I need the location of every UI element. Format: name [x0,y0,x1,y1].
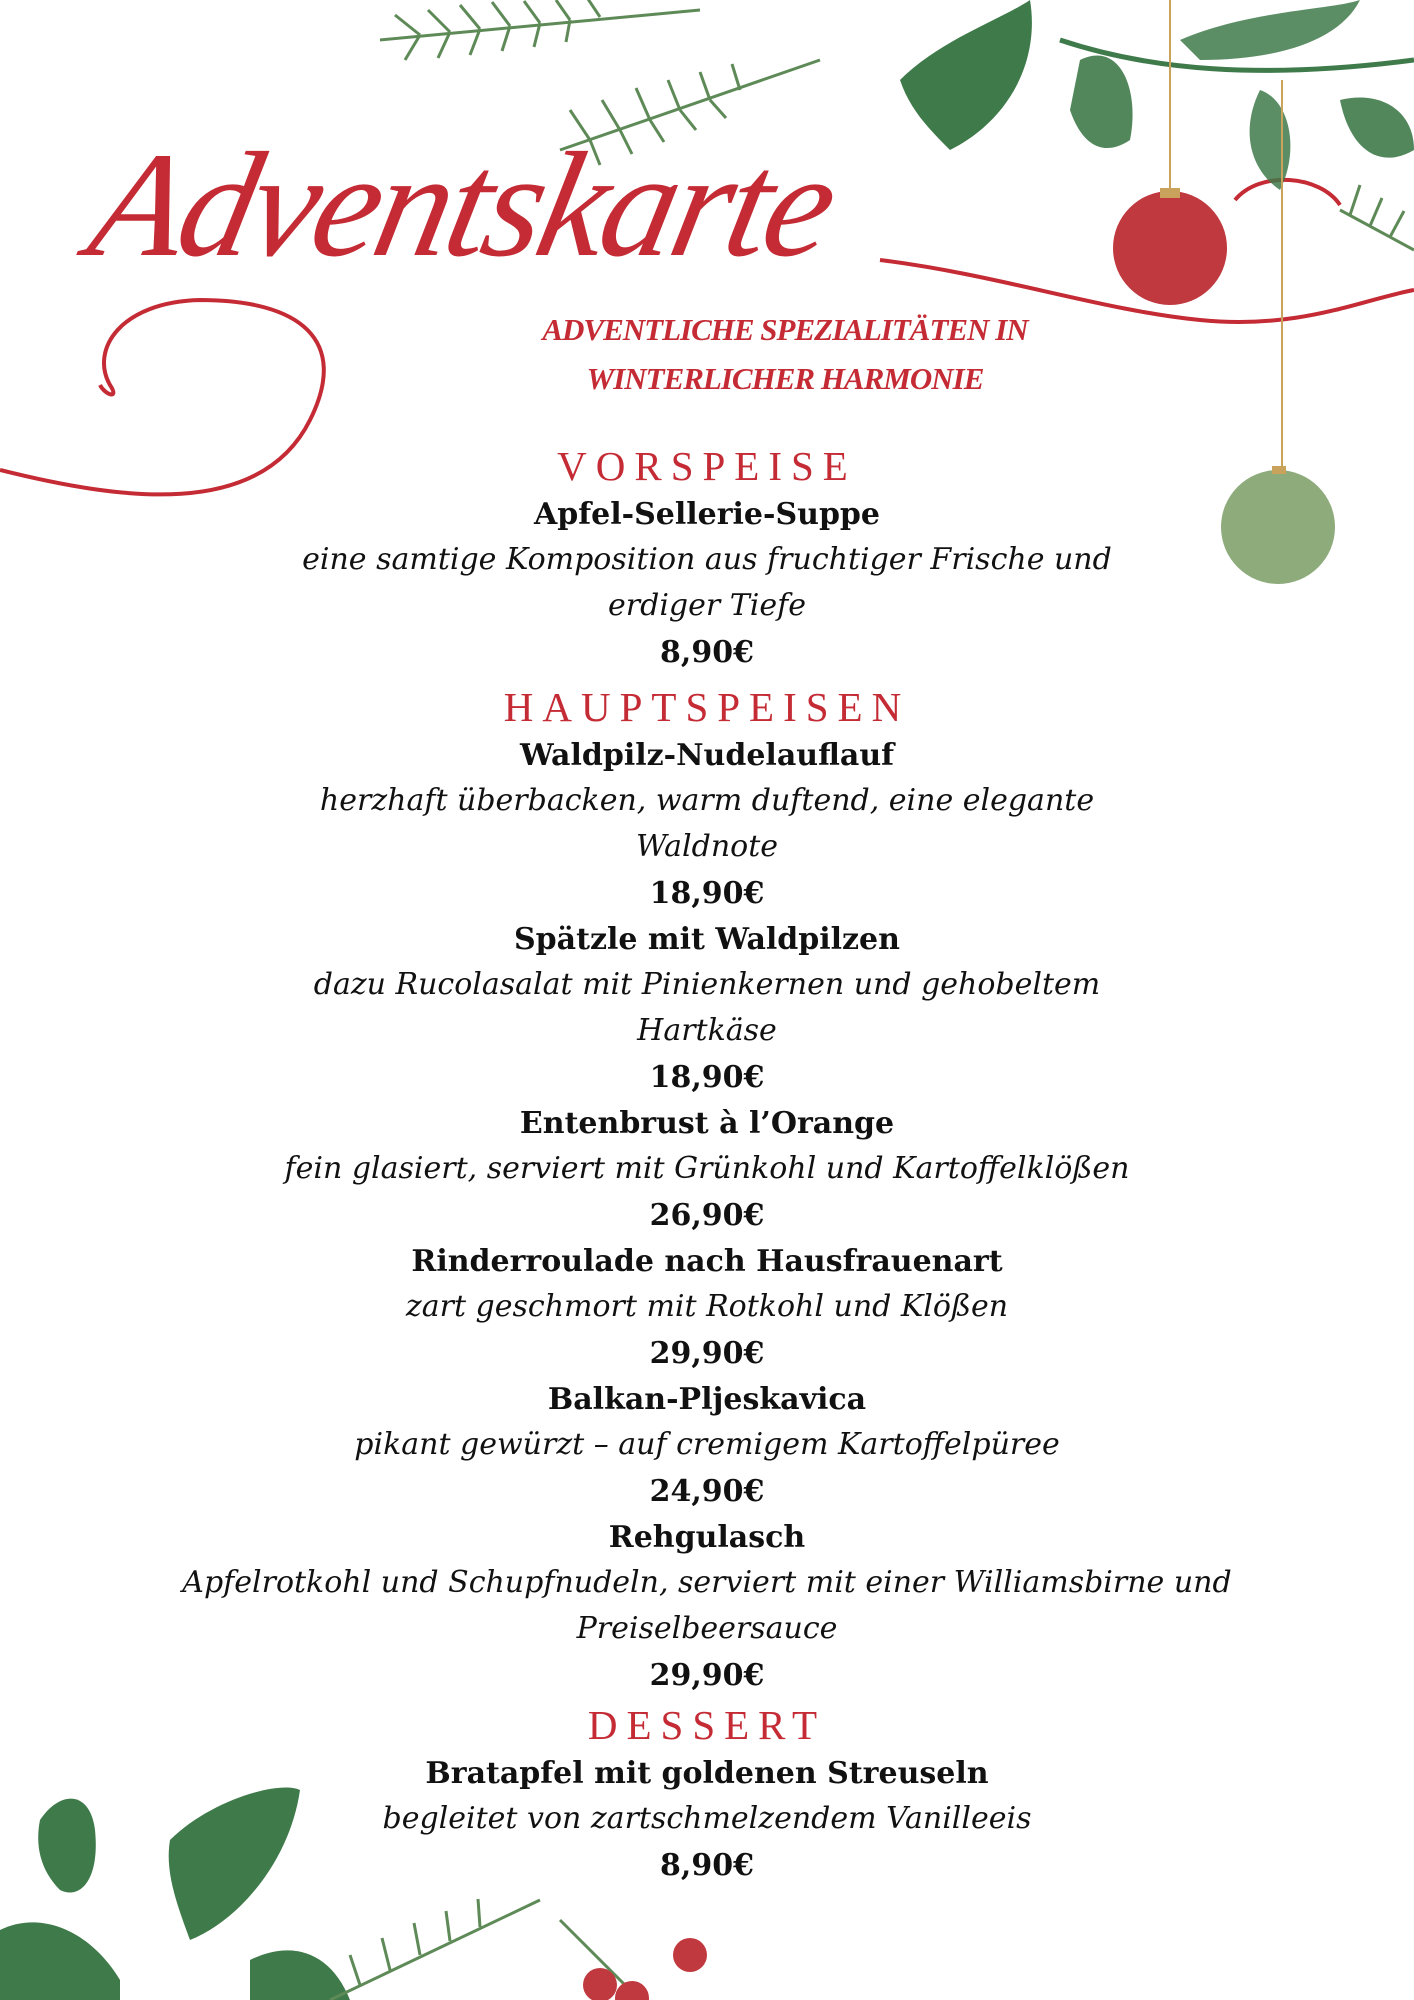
section-title-hauptspeisen: HAUPTSPEISEN [503,684,911,730]
dish-name: Rinderroulade nach Hausfrauenart [411,1244,1003,1279]
dish-description: fein glasiert, serviert mit Grünkohl und Kartoffelklößen [284,1151,1130,1186]
menu-title: Adventskarte [77,122,848,288]
dish-description: dazu Rucolasalat mit Pinienkernen und gehobeltem Hartkäse [313,967,1101,1048]
dish-price: 8,90€ [660,1848,754,1883]
dish-name: Balkan-Pljeskavica [547,1382,867,1417]
menu-item [160,1239,1254,1377]
dish-description: pikant gewürzt – auf cremigem Kartoffelpüree [354,1427,1060,1462]
dish-description: herzhaft überbacken, warm duftend, eine elegante Waldnote [319,783,1095,864]
dish-price: 24,90€ [649,1474,765,1509]
section-title-dessert: DESSERT [587,1702,827,1748]
dish-price: 26,90€ [649,1198,765,1233]
menu-item [160,1515,1254,1699]
menu-item [160,1751,1254,1889]
dish-description: zart geschmort mit Rotkohl und Klößen [405,1289,1009,1324]
dish-name: Spätzle mit Waldpilzen [514,922,900,957]
dish-price: 29,90€ [649,1336,765,1371]
menu-item [160,492,1254,676]
section-title-vorspeise: VORSPEISE [557,443,857,489]
dish-name: Apfel-Sellerie-Suppe [534,497,880,532]
subtitle-line: WINTERLICHER HARMONIE [586,361,984,396]
menu-item [160,1101,1254,1239]
menu-item [160,917,1254,1101]
red-ornament-icon [1113,191,1227,305]
dish-price: 18,90€ [649,876,765,911]
dish-description: eine samtige Komposition aus fruchtiger Frische und erdiger Tiefe [302,542,1112,623]
dish-price: 8,90€ [660,635,754,670]
menu-content [160,440,1254,1889]
pine-branch-icon [330,1899,640,2000]
dish-name: Bratapfel mit goldenen Streuseln [425,1756,989,1791]
dish-description: Apfelrotkohl und Schupfnudeln, serviert mit einer Williamsbirne und Preiselbeersauce [182,1565,1232,1646]
menu-item [160,1377,1254,1515]
berry-icon [583,1938,707,2000]
dish-name: Rehgulasch [608,1520,806,1555]
dish-name: Waldpilz-Nudelauflauf [519,738,895,773]
dish-price: 29,90€ [649,1658,765,1693]
dish-name: Entenbrust à l’Orange [519,1106,895,1141]
dish-price: 18,90€ [649,1060,765,1095]
subtitle-line: ADVENTLICHE SPEZIALITÄTEN IN [542,312,1028,347]
dish-description: begleitet von zartschmelzendem Vanilleeis [382,1801,1032,1836]
menu-item [160,733,1254,917]
menu-subtitle [460,305,1110,403]
